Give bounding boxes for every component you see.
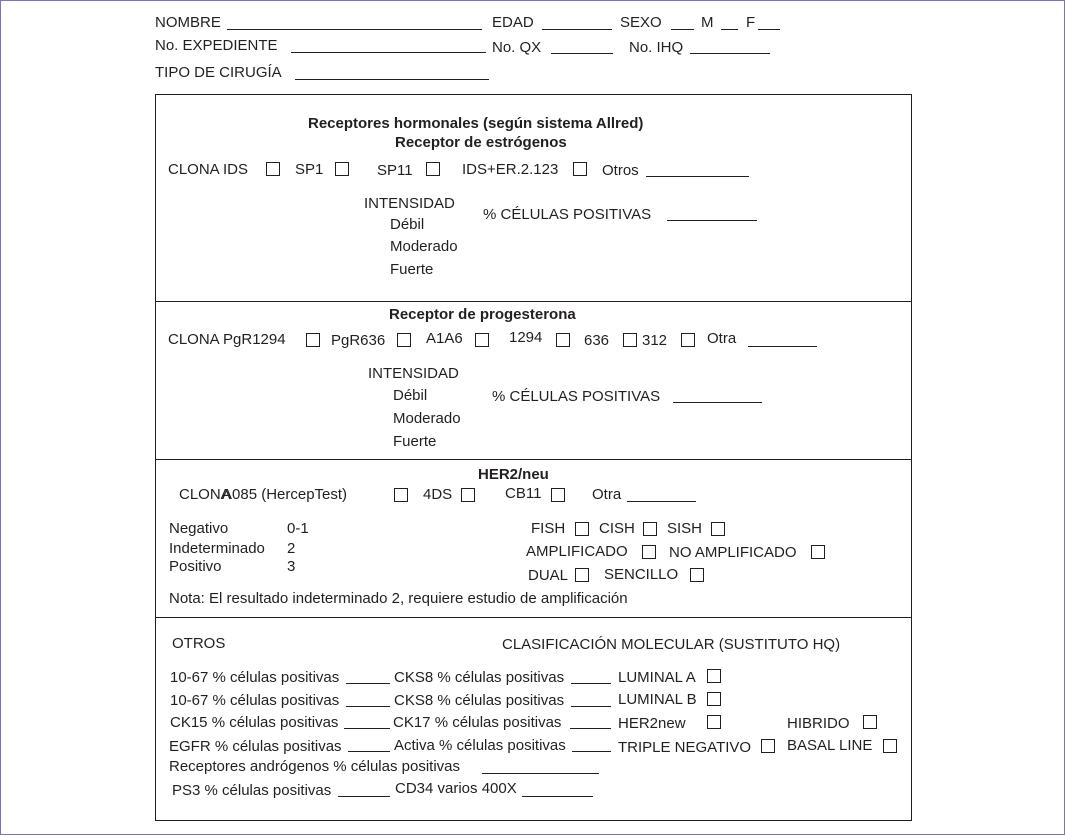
score-label: Negativo xyxy=(169,520,229,537)
c636-checkbox[interactable] xyxy=(623,333,637,347)
otra-field[interactable] xyxy=(748,346,817,347)
sexo-label: SEXO xyxy=(620,14,662,31)
no-amplificado-label: NO AMPLIFICADO xyxy=(669,544,797,561)
form-box xyxy=(155,94,912,821)
divider xyxy=(155,301,912,302)
pgr636-label: PgR636 xyxy=(331,332,386,349)
otros-label: Otros xyxy=(602,162,639,179)
c312-checkbox[interactable] xyxy=(681,333,695,347)
score-value: 3 xyxy=(287,558,296,575)
clona-label: CLONA xyxy=(179,486,231,503)
amplificado-label: AMPLIFICADO xyxy=(526,543,628,560)
a085-label: A085 (HercepTest) xyxy=(222,486,348,503)
her2new-label: HER2new xyxy=(618,715,686,732)
divider xyxy=(155,617,912,618)
hibrido-checkbox[interactable] xyxy=(863,715,877,729)
cirugia-field[interactable] xyxy=(295,79,489,80)
marker-label: Activa % células positivas xyxy=(394,737,566,754)
nombre-field[interactable] xyxy=(227,29,482,30)
expediente-label: No. EXPEDIENTE xyxy=(155,37,278,54)
basal-line-label: BASAL LINE xyxy=(787,737,873,754)
celulas-field[interactable] xyxy=(667,220,757,221)
cish-checkbox[interactable] xyxy=(643,522,657,536)
pgr1294-checkbox[interactable] xyxy=(306,333,320,347)
marker-label: CKS8 % células positivas xyxy=(394,669,565,686)
her2new-checkbox[interactable] xyxy=(707,715,721,729)
sexo-m-field[interactable] xyxy=(671,29,694,30)
ihq-field[interactable] xyxy=(690,53,770,54)
ids-er-label: IDS+ER.2.123 xyxy=(462,161,559,178)
debil-label: Débil xyxy=(390,216,425,233)
clona-pgr1294-label: CLONA PgR1294 xyxy=(168,331,286,348)
clona-ids-label: CLONA IDS xyxy=(168,161,249,178)
sexo-m-label: M xyxy=(701,14,714,31)
score-label: Indeterminado xyxy=(169,540,265,557)
4ds-label: 4DS xyxy=(423,486,453,503)
otros-title: OTROS xyxy=(172,635,226,652)
marker-label: CKS8 % células positivas xyxy=(394,692,565,709)
divider xyxy=(155,459,912,460)
score-label: Positivo xyxy=(169,558,222,575)
intensidad-label: INTENSIDAD xyxy=(364,195,455,212)
sp11-label: SP11 xyxy=(377,162,413,179)
marker-field[interactable] xyxy=(570,728,611,729)
sish-label: SISH xyxy=(667,520,703,537)
cish-label: CISH xyxy=(599,520,635,537)
dual-label: DUAL xyxy=(528,567,569,584)
luminal-b-checkbox[interactable] xyxy=(707,692,721,706)
cirugia-label: TIPO DE CIRUGÍA xyxy=(155,64,282,81)
fish-label: FISH xyxy=(531,520,566,537)
a1a6-checkbox[interactable] xyxy=(475,333,489,347)
triple-negativo-label: TRIPLE NEGATIVO xyxy=(618,739,752,756)
intensidad-label: INTENSIDAD xyxy=(368,365,459,382)
a1a6-label: A1A6 xyxy=(426,330,463,347)
marker-label: CK15 % células positivas xyxy=(170,714,339,731)
ids-er-checkbox[interactable] xyxy=(573,162,587,176)
section-title: Receptores hormonales (según sistema Allred) xyxy=(308,115,644,132)
fuerte-label: Fuerte xyxy=(390,261,434,278)
basal-line-checkbox[interactable] xyxy=(883,739,897,753)
triple-negativo-checkbox[interactable] xyxy=(761,739,775,753)
c1294-checkbox[interactable] xyxy=(556,333,570,347)
luminal-a-label: LUMINAL A xyxy=(618,669,696,686)
marker-field[interactable] xyxy=(338,796,390,797)
marker-label: 10-67 % células positivas xyxy=(170,669,340,686)
marker-field[interactable] xyxy=(346,683,390,684)
marker-label: Receptores andrógenos % células positivas xyxy=(169,758,460,775)
qx-label: No. QX xyxy=(492,39,542,56)
marker-field[interactable] xyxy=(344,728,390,729)
ihq-label: No. IHQ xyxy=(629,39,684,56)
c1294-label: 1294 xyxy=(509,329,543,346)
marker-label: CK17 % células positivas xyxy=(393,714,562,731)
moderado-label: Moderado xyxy=(390,238,458,255)
otra-label: Otra xyxy=(707,330,737,347)
no-amplificado-checkbox[interactable] xyxy=(811,545,825,559)
sencillo-label: SENCILLO xyxy=(604,566,679,583)
4ds-checkbox[interactable] xyxy=(461,488,475,502)
marker-label: PS3 % células positivas xyxy=(172,782,332,799)
celulas-field[interactable] xyxy=(673,402,762,403)
pgr636-checkbox[interactable] xyxy=(397,333,411,347)
c312-label: 312 xyxy=(642,332,668,349)
dual-checkbox[interactable] xyxy=(575,568,589,582)
marker-label: CD34 varios 400X xyxy=(395,780,517,797)
marker-field[interactable] xyxy=(522,796,593,797)
marker-label: EGFR % células positivas xyxy=(169,738,342,755)
c636-label: 636 xyxy=(584,332,610,349)
clasificacion-title: CLASIFICACIÓN MOLECULAR (SUSTITUTO HQ) xyxy=(502,636,841,653)
celulas-label: % CÉLULAS POSITIVAS xyxy=(483,206,652,223)
amplificado-checkbox[interactable] xyxy=(642,545,656,559)
otra-label: Otra xyxy=(592,486,622,503)
debil-label: Débil xyxy=(393,387,428,404)
marker-field[interactable] xyxy=(571,706,611,707)
otra-field[interactable] xyxy=(627,501,696,502)
nota-text: Nota: El resultado indeterminado 2, requiere estudio de amplificación xyxy=(169,590,628,607)
cb11-label: CB11 xyxy=(505,485,542,502)
section-title: HER2/neu xyxy=(478,466,549,483)
sish-checkbox[interactable] xyxy=(711,522,725,536)
moderado-label: Moderado xyxy=(393,410,461,427)
ids-checkbox[interactable] xyxy=(266,162,280,176)
marker-label: 10-67 % células positivas xyxy=(170,692,340,709)
score-value: 2 xyxy=(287,540,296,557)
sp1-label: SP1 xyxy=(295,161,324,178)
edad-field[interactable] xyxy=(542,29,612,30)
sexo-f-blank[interactable] xyxy=(758,29,780,30)
sp11-checkbox[interactable] xyxy=(426,162,440,176)
luminal-b-label: LUMINAL B xyxy=(618,691,697,708)
cb11-checkbox[interactable] xyxy=(551,488,565,502)
nombre-label: NOMBRE xyxy=(155,14,221,31)
fuerte-label: Fuerte xyxy=(393,433,437,450)
marker-field[interactable] xyxy=(346,706,390,707)
sexo-f-field[interactable] xyxy=(721,29,738,30)
edad-label: EDAD xyxy=(492,14,534,31)
hibrido-label: HIBRIDO xyxy=(787,715,850,732)
sexo-f-label: F xyxy=(746,14,756,31)
section-title: Receptor de progesterona xyxy=(389,306,576,323)
sencillo-checkbox[interactable] xyxy=(690,568,704,582)
marker-field[interactable] xyxy=(571,683,611,684)
marker-field[interactable] xyxy=(348,751,390,752)
luminal-a-checkbox[interactable] xyxy=(707,669,721,683)
sp1-checkbox[interactable] xyxy=(335,162,349,176)
marker-field[interactable] xyxy=(572,751,611,752)
marker-field[interactable] xyxy=(482,773,599,774)
expediente-field[interactable] xyxy=(291,52,486,53)
qx-field[interactable] xyxy=(551,53,613,54)
fish-checkbox[interactable] xyxy=(575,522,589,536)
score-value: 0-1 xyxy=(287,520,309,537)
otros-field[interactable] xyxy=(646,176,749,177)
celulas-label: % CÉLULAS POSITIVAS xyxy=(492,388,661,405)
section-subtitle: Receptor de estrógenos xyxy=(395,134,567,151)
a085-checkbox[interactable] xyxy=(394,488,408,502)
